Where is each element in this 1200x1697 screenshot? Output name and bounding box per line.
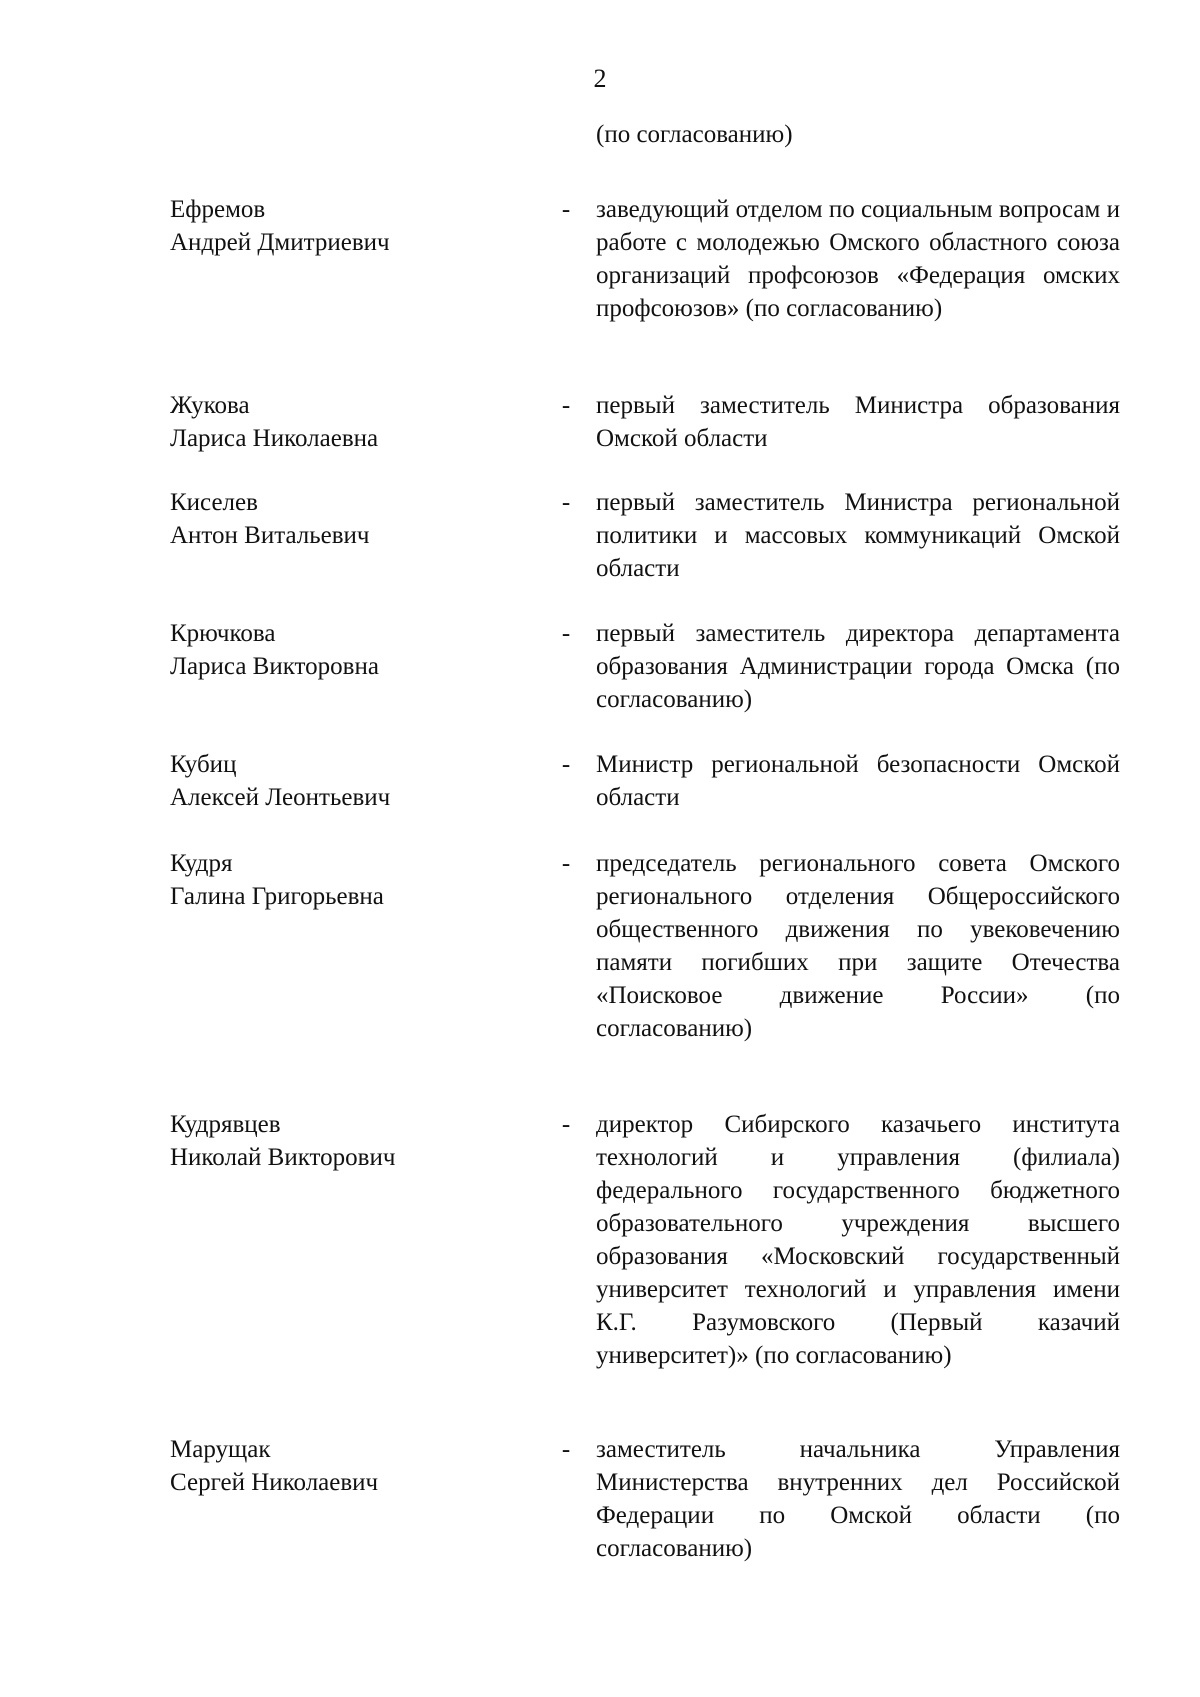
member-position: заведующий отделом по социальным вопросам и работе с молодежью Омского областного союза организаций профсоюзов «Федерация омских профсоюзов» (по согласованию) bbox=[596, 196, 1120, 322]
member-name bbox=[170, 847, 540, 913]
member-surname: Кудря bbox=[170, 850, 233, 877]
member-name bbox=[170, 193, 540, 259]
continuation-text: (по согласованию) bbox=[596, 121, 793, 148]
page-number: 2 bbox=[593, 64, 607, 93]
member-name bbox=[170, 389, 540, 455]
member-name bbox=[170, 486, 540, 552]
member-surname: Крючкова bbox=[170, 620, 276, 647]
member-dash: - bbox=[561, 1436, 571, 1463]
member-dash: - bbox=[561, 620, 571, 647]
member-given-names: Сергей Николаевич bbox=[170, 1469, 379, 1496]
member-given-names: Николай Викторович bbox=[170, 1144, 396, 1171]
member-dash: - bbox=[561, 751, 571, 778]
member-name bbox=[170, 1108, 540, 1174]
member-given-names: Андрей Дмитриевич bbox=[170, 229, 390, 256]
member-dash: - bbox=[561, 489, 571, 516]
member-given-names: Лариса Николаевна bbox=[170, 425, 379, 452]
member-dash: - bbox=[561, 392, 571, 419]
member-dash: - bbox=[561, 196, 571, 223]
member-given-names: Лариса Викторовна bbox=[170, 653, 379, 680]
member-surname: Кудрявцев bbox=[170, 1111, 281, 1138]
member-position: первый заместитель директора департамента образования Администрации города Омска (по согласованию) bbox=[596, 620, 1120, 713]
member-surname: Ефремов bbox=[170, 196, 266, 223]
member-position: первый заместитель Министра региональной политики и массовых коммуникаций Омской области bbox=[596, 489, 1120, 582]
member-surname: Марущак bbox=[170, 1436, 271, 1463]
member-dash: - bbox=[561, 1111, 571, 1138]
member-position: Министр региональной безопасности Омской области bbox=[596, 751, 1120, 811]
member-surname: Киселев bbox=[170, 489, 258, 516]
member-given-names: Галина Григорьевна bbox=[170, 883, 384, 910]
member-name bbox=[170, 617, 540, 683]
member-position: первый заместитель Министра образования Омской области bbox=[596, 392, 1120, 452]
member-given-names: Антон Витальевич bbox=[170, 522, 370, 549]
member-given-names: Алексей Леонтьевич bbox=[170, 784, 391, 811]
member-name bbox=[170, 748, 540, 814]
member-position: заместитель начальника Управления Министерства внутренних дел Российской Федерации по Омской области (по согласованию) bbox=[596, 1436, 1120, 1562]
member-dash: - bbox=[561, 850, 571, 877]
member-surname: Жукова bbox=[170, 392, 250, 419]
member-position: директор Сибирского казачьего института технологий и управления (филиала) федерального государственного бюджетного образовательного учреждения высшего образования «Московский государственный университет технологий и управления имени К.Г. Разумовского (Первый казачий университет)» (по согласованию) bbox=[596, 1111, 1120, 1369]
member-surname: Кубиц bbox=[170, 751, 237, 778]
member-position: председатель регионального совета Омского регионального отделения Общероссийского общественного движения по увековечению памяти погибших при защите Отечества «Поисковое движение России» (по согласованию) bbox=[596, 850, 1120, 1042]
member-name bbox=[170, 1433, 540, 1499]
